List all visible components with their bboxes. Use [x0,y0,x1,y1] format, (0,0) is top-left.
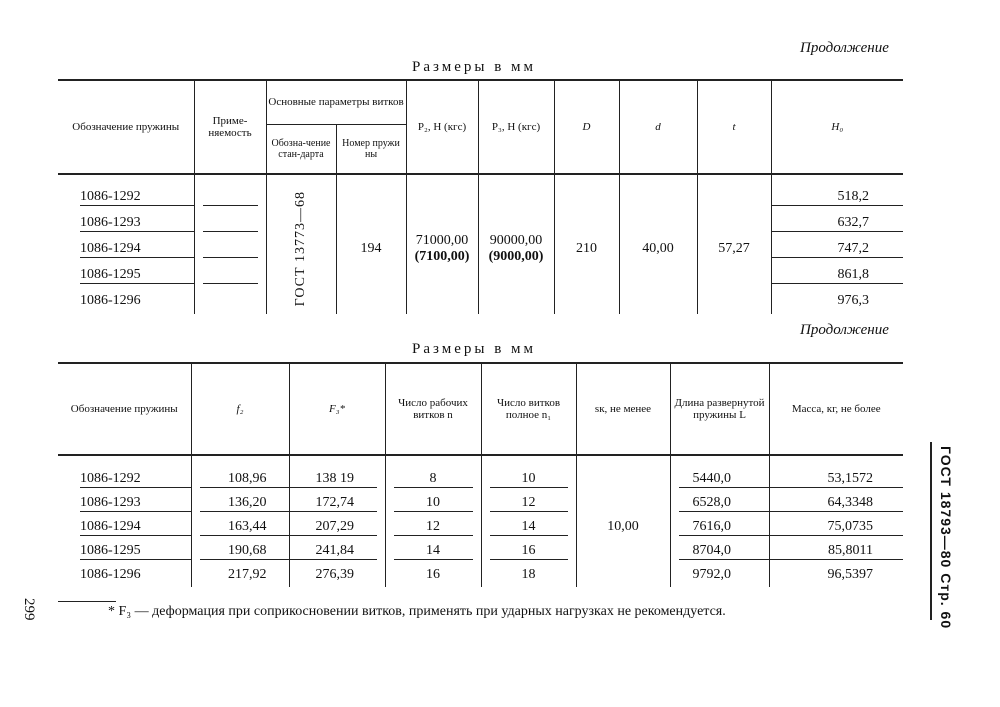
designation-cell: 1086-1296 [80,567,141,582]
col-n-header: Число рабочих витков n [385,363,481,455]
f2-cell: 108,96 [200,471,289,488]
col-n1-header: Число витков полное n₁ [481,363,576,455]
table-row [58,563,903,587]
H0-cell: 632,7 [772,215,904,232]
col-sk-header: sк, не менее [576,363,670,455]
mass-cell: 96,5397 [769,563,903,587]
col-spring-number-header: Номер пружи ны [336,124,406,174]
table-row [58,467,903,491]
designation-cell: 1086-1292 [80,189,194,206]
p3-newton-cell: 90000,00 [489,233,543,248]
n-cell: 12 [394,519,473,536]
col-designation-header: Обозначение пружины [58,80,194,174]
t-cell: 57,27 [697,184,771,314]
designation-cell: 1086-1293 [80,215,194,232]
designation-cell: 1086-1294 [80,519,191,536]
col-designation-header: Обозначение пружины [58,363,191,455]
mass-cell: 64,3348 [770,495,904,512]
col-p2-header: P₂, Н (кгс) [406,80,478,174]
side-gost-label: ГОСТ 18793—80 Стр. 60 [938,446,954,630]
caption-top: Размеры в мм [412,59,537,75]
f2-cell: 190,68 [200,543,289,560]
col-d-header: d [619,80,697,174]
col-f3-header: F₃* [289,363,385,455]
p3-kgf-cell: (9000,00) [488,249,544,264]
p2-kgf-cell: (7100,00) [414,249,470,264]
n1-cell: 16 [490,543,568,560]
L-cell: 7616,0 [679,519,769,536]
footnote-rule [58,601,116,602]
table-row [58,184,903,210]
col-t-header: t [697,80,771,174]
col-H0-header: H₀ [771,80,903,174]
col-p3-header: P₃, Н (кгс) [478,80,554,174]
n1-cell: 10 [490,471,568,488]
page-number: 299 [21,598,37,621]
designation-cell: 1086-1294 [80,241,194,258]
table-row [58,515,903,539]
H0-cell: 861,8 [772,267,904,284]
f2-cell: 217,92 [191,563,289,587]
designation-cell: 1086-1293 [80,495,191,512]
side-rule [930,442,932,620]
mass-cell: 85,8011 [770,543,904,560]
D-cell: 210 [554,184,619,314]
col-f2-header: f₂ [191,363,289,455]
designation-cell: 1086-1295 [80,267,194,284]
footnote: * F₃ — деформация при соприкосновении витков, применять при ударных нагрузках не рекомендуется. [108,604,726,619]
f2-cell: 163,44 [200,519,289,536]
continuation-label-mid: Продолжение [800,322,889,338]
L-cell: 6528,0 [679,495,769,512]
n-cell: 14 [394,543,473,560]
col-D-header: D [554,80,619,174]
f2-cell: 136,20 [200,495,289,512]
mass-cell: 53,1572 [770,471,904,488]
n-cell: 8 [394,471,473,488]
n-cell: 16 [385,563,481,587]
designation-cell: 1086-1292 [80,471,191,488]
spring-deformation-table [58,362,903,587]
f3-cell: 241,84 [290,543,377,560]
f3-cell: 276,39 [289,563,385,587]
n1-cell: 12 [490,495,568,512]
p2-newton-cell: 71000,00 [415,233,469,248]
f3-cell: 207,29 [290,519,377,536]
mass-cell: 75,0735 [770,519,904,536]
gost-standard-vertical: ГОСТ 13773—68 [293,191,308,307]
col-main-params-header: Основные параметры витков [266,80,406,124]
designation-cell: 1086-1295 [80,543,191,560]
col-L-header: Длина развернутой пружины L [670,363,769,455]
H0-cell: 518,2 [772,189,904,206]
n-cell: 10 [394,495,473,512]
f3-cell: 172,74 [290,495,377,512]
spring-params-table [58,79,903,314]
caption-mid: Размеры в мм [412,341,537,357]
continuation-label-top: Продолжение [800,40,889,56]
L-cell: 5440,0 [679,471,769,488]
L-cell: 8704,0 [679,543,769,560]
designation-cell: 1086-1296 [80,293,141,308]
col-mass-header: Масса, кг, не более [769,363,903,455]
sk-cell: 10,00 [576,467,670,587]
d-cell: 40,00 [619,184,697,314]
L-cell: 9792,0 [670,563,769,587]
n1-cell: 18 [481,563,576,587]
H0-cell: 747,2 [772,241,904,258]
table-row [58,491,903,515]
n1-cell: 14 [490,519,568,536]
H0-cell: 976,3 [771,288,903,314]
f3-cell: 138 19 [290,471,377,488]
col-std-designation-header: Обозна-чение стан-дарта [266,124,336,174]
table-row [58,539,903,563]
col-applicability-header: Приме-няемость [194,80,266,174]
spring-number-cell: 194 [336,184,406,314]
